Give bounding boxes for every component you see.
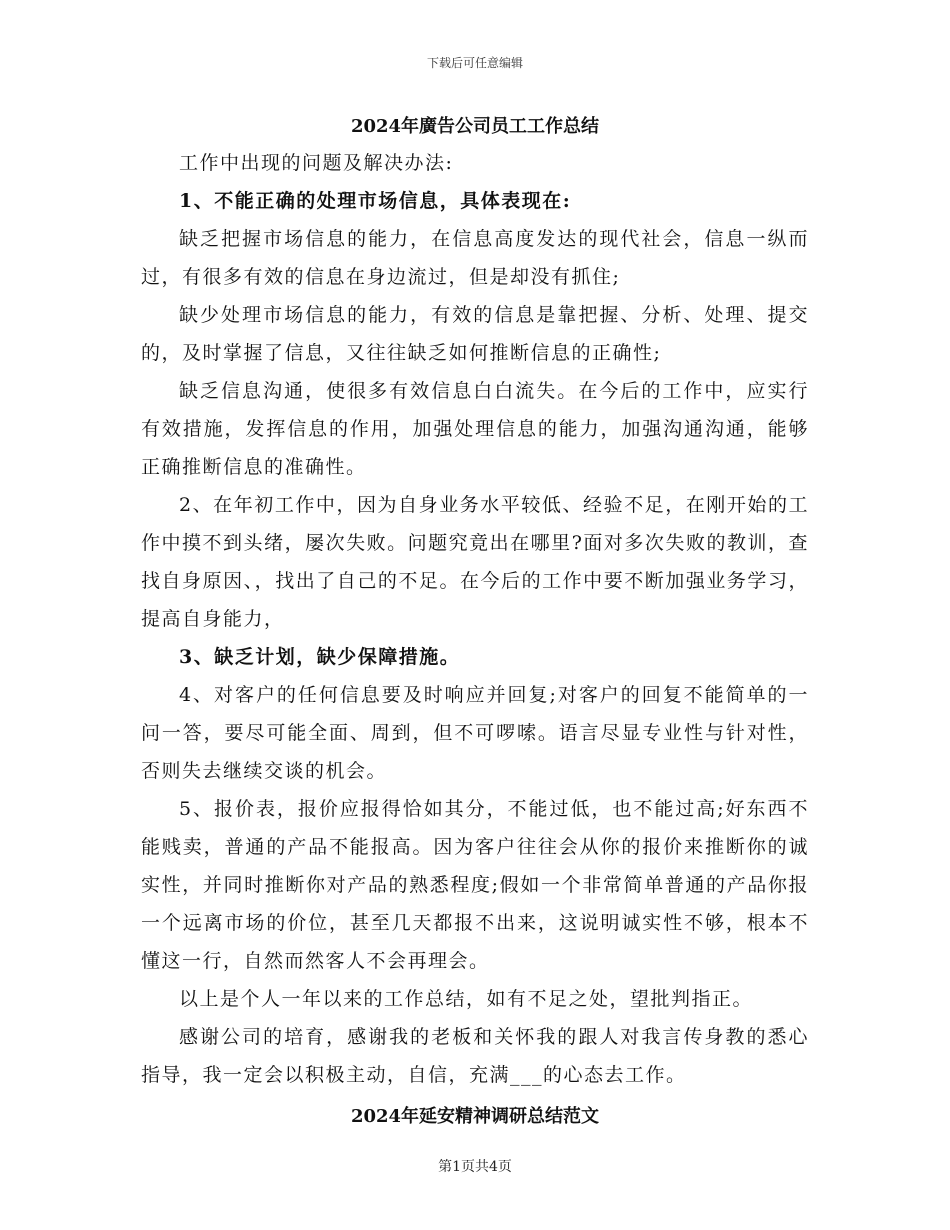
paragraph: 1、不能正确的处理市场信息，具体表现在: (179, 190, 572, 212)
paragraph: 3、缺乏计划，缺少保障措施。 (179, 646, 461, 668)
page-number: 第1页共4页 (438, 1159, 512, 1175)
paragraph: 4、对客户的任何信息要及时响应并回复;对客户的回复不能简单的一问一答，要尽可能全面、周到，但不可啰嗦。语言尽显专业性与针对性，否则失去继续交谈的机会。 (141, 684, 809, 782)
document-body (141, 112, 809, 1132)
paragraph: 感谢公司的培育，感谢我的老板和关怀我的跟人对我言传身教的悉心指导，我一定会以积极主动，自信，充满___的心态去工作。 (141, 1026, 809, 1086)
header-note: 下载后可任意编辑 (426, 56, 523, 70)
paragraph: 缺乏把握市场信息的能力，在信息高度发达的现代社会，信息一纵而过，有很多有效的信息在身边流过，但是却没有抓住; (141, 228, 809, 288)
document-title: 2024年廣告公司员工工作总结 (350, 116, 600, 137)
paragraph: 缺乏信息沟通，使很多有效信息白白流失。在今后的工作中，应实行有效措施，发挥信息的作用，加强处理信息的能力，加强沟通沟通，能够正确推断信息的准确性。 (141, 380, 809, 478)
paragraph: 以上是个人一年以来的工作总结，如有不足之处，望批判指正。 (179, 988, 754, 1010)
next-document-title: 2024年延安精神调研总结范文 (350, 1106, 600, 1127)
paragraph: 2、在年初工作中，因为自身业务水平较低、经验不足，在刚开始的工作中摸不到头绪，屡次失败。问题究竟出在哪里?面对多次失败的教训，查找自身原因、，找出了自己的不足。在今后的工作中要不断加强业务学习，提高自身能力， (141, 494, 809, 630)
paragraph: 工作中出现的问题及解决办法: (179, 152, 454, 174)
paragraph: 5、报价表，报价应报得恰如其分，不能过低，也不能过高;好东西不能贱卖，普通的产品不能报高。因为客户往往会从你的报价来推断你的诚实性，并同时推断你对产品的熟悉程度;假如一个非常简单普通的产品你报一个远离市场的价位，甚至几天都报不出来，这说明诚实性不够，根本不懂这一行，自然而然客人不会再理会。 (141, 798, 809, 972)
paragraph: 缺少处理市场信息的能力，有效的信息是靠把握、分析、处理、提交的，及时掌握了信息，又往往缺乏如何推断信息的正确性; (141, 304, 809, 364)
